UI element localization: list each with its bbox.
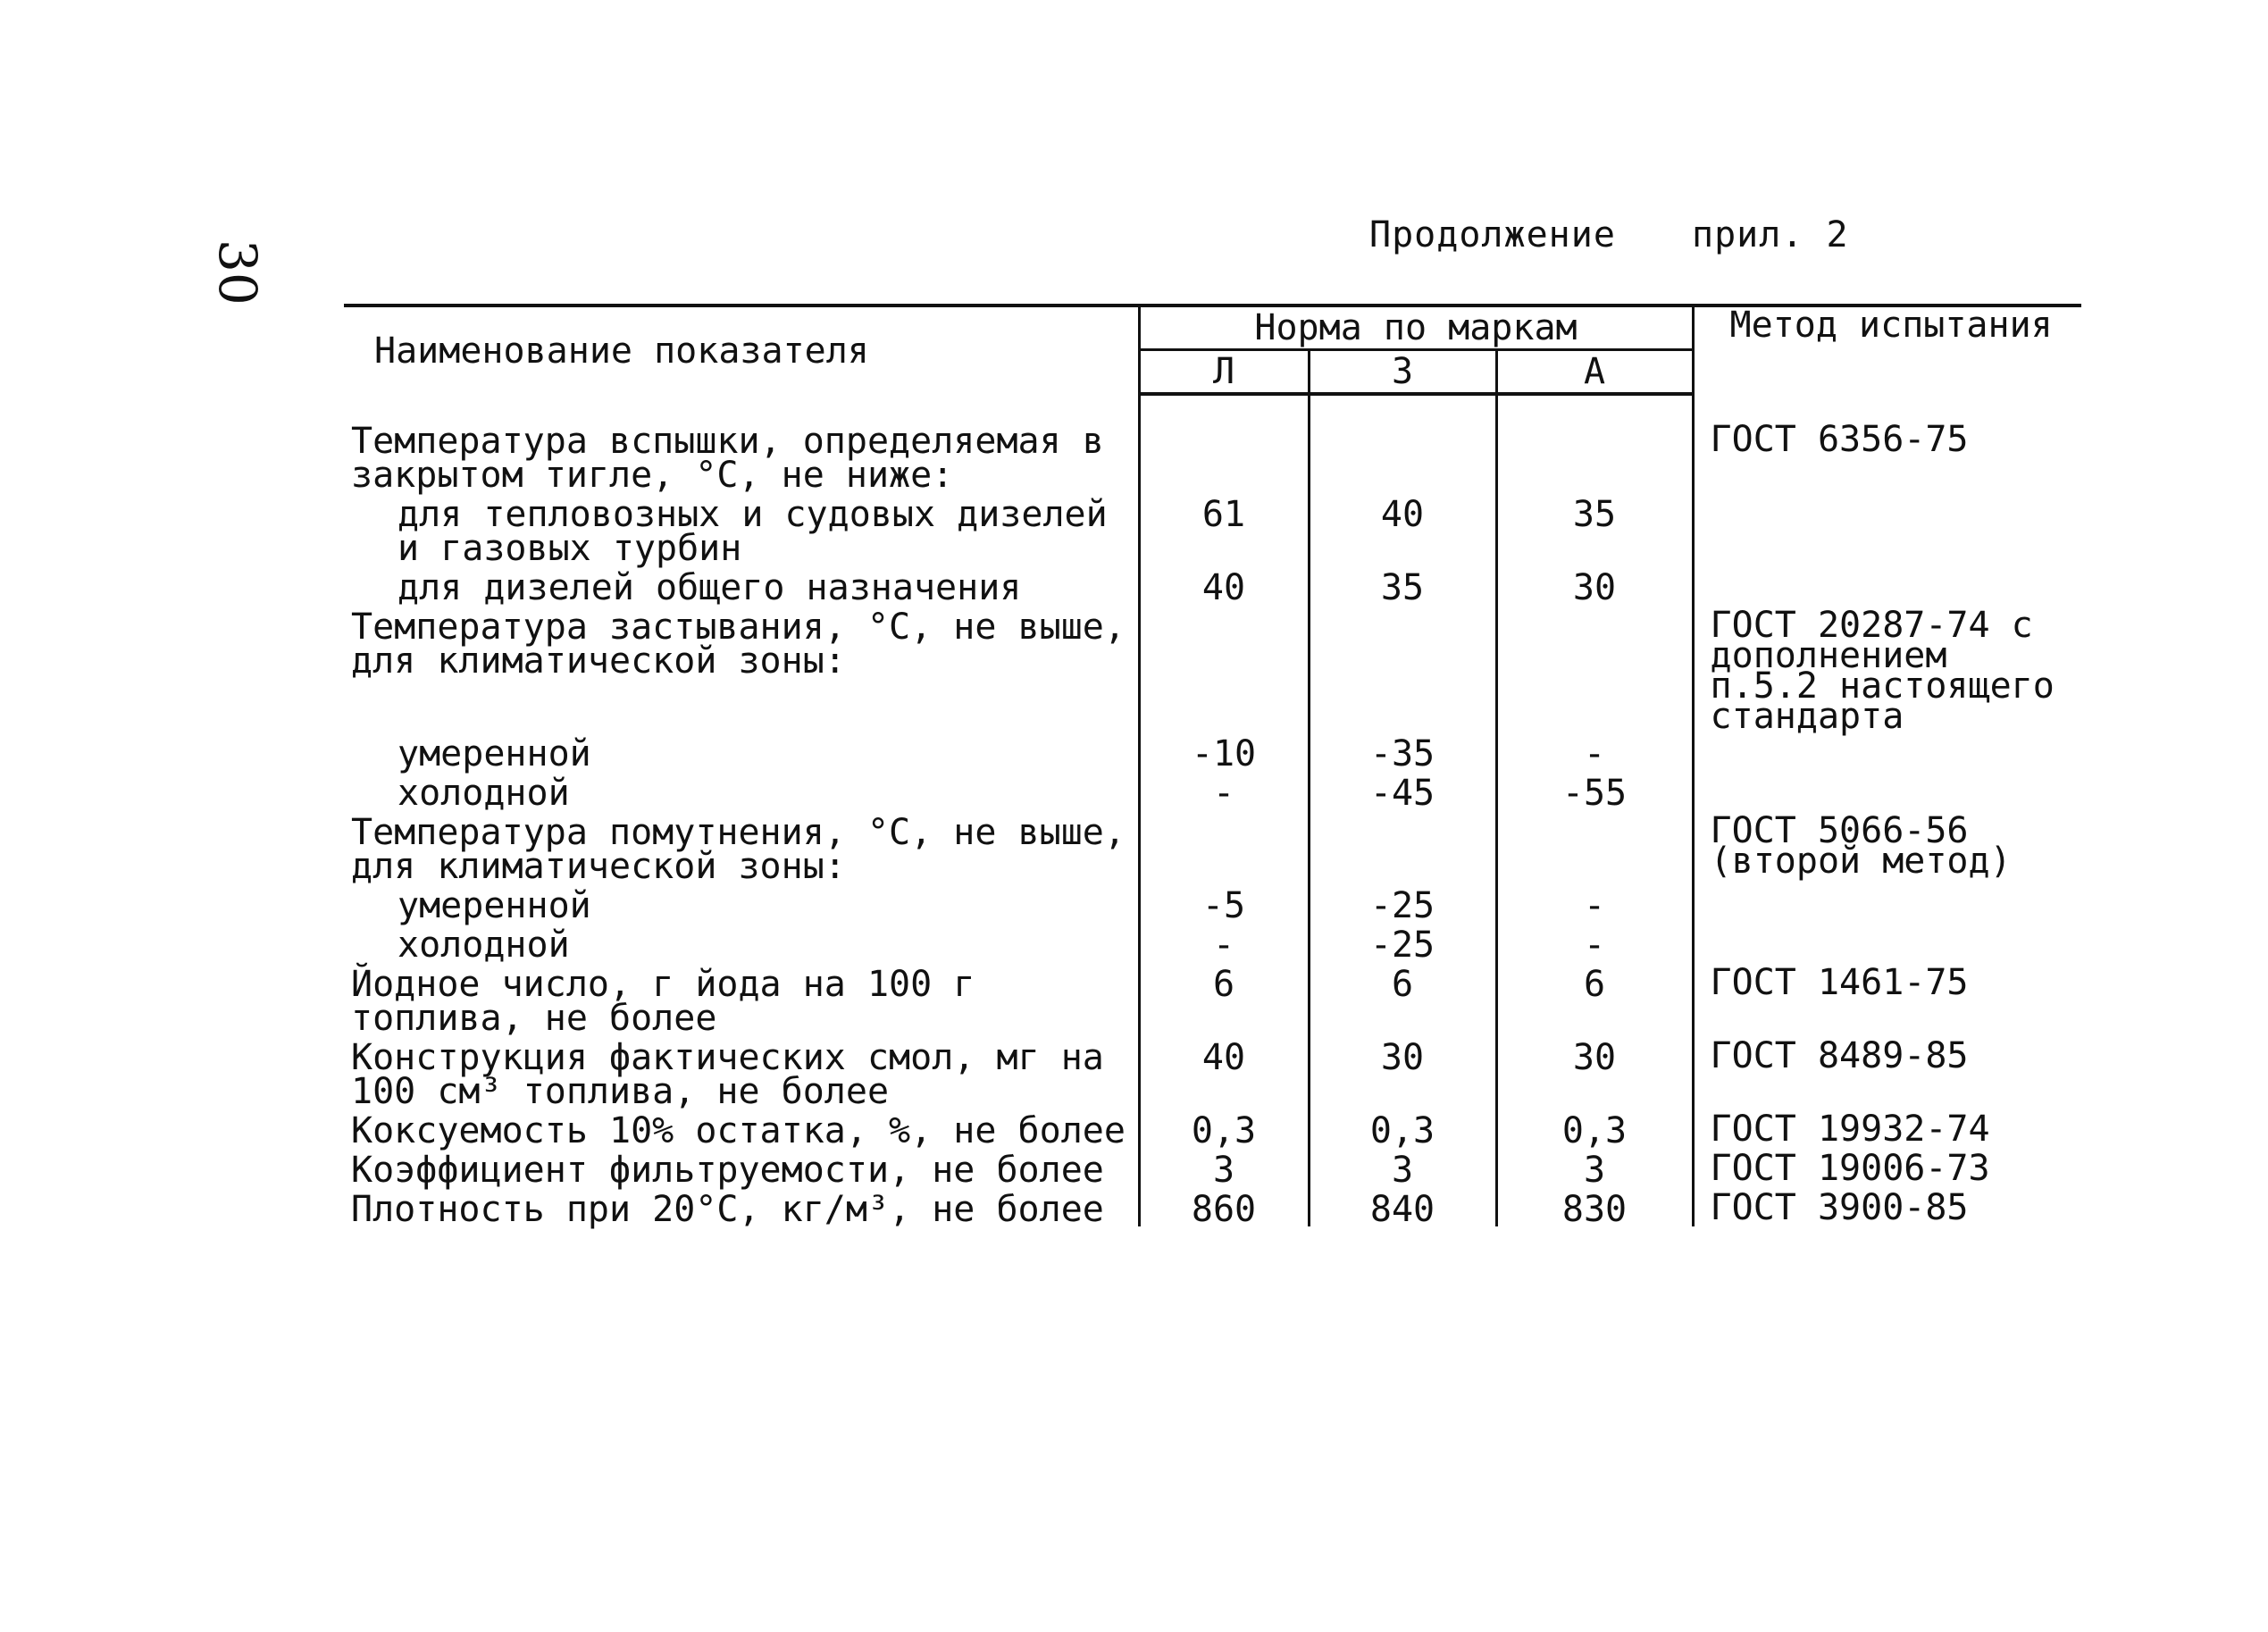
table-row xyxy=(344,565,2081,605)
test-method-cell: ГОСТ 19932-74 xyxy=(1710,1109,1990,1150)
table-header xyxy=(344,305,2081,394)
grade-a-value-cell: 0,3 xyxy=(1496,1109,1693,1148)
test-method-cell xyxy=(1693,923,2081,962)
header-test-method: Метод испытания xyxy=(1693,305,2081,394)
header-grade-l: Л xyxy=(1139,350,1309,395)
test-method-cell: ГОСТ 20287-74 с дополнением п.5.2 настоящего стандарта xyxy=(1710,605,2055,737)
test-method-cell: ГОСТ 5066-56 (второй метод) xyxy=(1710,810,2012,882)
table-row xyxy=(344,1035,2081,1109)
grade-z-value-cell: 3 xyxy=(1309,1148,1496,1187)
grade-l-value-cell: 40 xyxy=(1139,565,1309,605)
grade-l-value-cell: 3 xyxy=(1139,1148,1309,1187)
grade-a-value-cell: - xyxy=(1496,923,1693,962)
table-row xyxy=(344,1148,2081,1187)
grade-z-value-cell: 35 xyxy=(1309,565,1496,605)
grade-z-value-cell xyxy=(1309,605,1496,732)
indicator-name-cell: Коксуемость 10% остатка, %, не более xyxy=(351,1110,1126,1151)
table-row xyxy=(344,394,2081,492)
grade-l-value-cell: -10 xyxy=(1139,732,1309,771)
table-row xyxy=(344,771,2081,810)
indicator-name-cell: холодной xyxy=(398,925,570,966)
indicator-name-cell: умеренной xyxy=(398,733,591,774)
grade-z-value-cell: 0,3 xyxy=(1309,1109,1496,1148)
indicator-name-cell: для дизелей общего назначения xyxy=(398,567,1022,608)
test-method-cell: ГОСТ 19006-73 xyxy=(1710,1148,1990,1189)
test-method-cell: ГОСТ 8489-85 xyxy=(1710,1035,1969,1076)
table-row xyxy=(344,883,2081,923)
header-grade-z: З xyxy=(1309,350,1496,395)
grade-a-value-cell xyxy=(1496,605,1693,732)
header-grade-a: А xyxy=(1496,350,1693,395)
grade-a-value-cell: - xyxy=(1496,883,1693,923)
table-row xyxy=(344,605,2081,732)
indicator-name-cell: Температура вспышки, определяемая в закрытом тигле, °С, не ниже: xyxy=(351,421,1104,496)
table-row xyxy=(344,732,2081,771)
grade-l-value-cell xyxy=(1139,810,1309,883)
table-row xyxy=(344,492,2081,565)
test-method-cell: ГОСТ 3900-85 xyxy=(1710,1187,1969,1228)
indicator-name-cell: Температура помутнения, °С, не выше, для климатической зоны: xyxy=(351,812,1126,887)
grade-a-value-cell: 35 xyxy=(1496,492,1693,565)
table-row xyxy=(344,1187,2081,1226)
grade-l-value-cell: 61 xyxy=(1139,492,1309,565)
page-number: 30 xyxy=(207,239,268,305)
grade-l-value-cell xyxy=(1139,394,1309,492)
grade-a-value-cell xyxy=(1496,810,1693,883)
indicator-name-cell: Плотность при 20°С, кг/м³, не более xyxy=(351,1189,1104,1230)
test-method-cell xyxy=(1693,771,2081,810)
grade-a-value-cell: - xyxy=(1496,732,1693,771)
test-method-cell: ГОСТ 6356-75 xyxy=(1710,419,1969,460)
grade-z-value-cell: 30 xyxy=(1309,1035,1496,1109)
grade-z-value-cell: 40 xyxy=(1309,492,1496,565)
grade-z-value-cell: 6 xyxy=(1309,962,1496,1035)
grade-a-value-cell: 6 xyxy=(1496,962,1693,1035)
header-indicator-name: Наименование показателя xyxy=(344,305,1139,394)
indicator-name-cell: Температура застывания, °С, не выше, для климатической зоны: xyxy=(351,607,1126,682)
test-method-cell xyxy=(1693,565,2081,605)
table-row xyxy=(344,923,2081,962)
continuation-header xyxy=(1369,214,1849,255)
grade-z-value-cell: -25 xyxy=(1309,923,1496,962)
indicator-name-cell: Конструкция фактических смол, мг на 100 см³ топлива, не более xyxy=(351,1037,1104,1112)
indicator-name-cell: умеренной xyxy=(398,885,591,926)
test-method-cell xyxy=(1693,492,2081,565)
indicator-name-cell: Коэффициент фильтруемости, не более xyxy=(351,1150,1104,1191)
indicator-name-cell: Йодное число, г йода на 100 г топлива, не более xyxy=(351,964,975,1039)
grade-a-value-cell: 3 xyxy=(1496,1148,1693,1187)
grade-l-value-cell: - xyxy=(1139,771,1309,810)
grade-a-value-cell xyxy=(1496,394,1693,492)
grade-z-value-cell xyxy=(1309,394,1496,492)
test-method-cell xyxy=(1693,883,2081,923)
grade-z-value-cell: 840 xyxy=(1309,1187,1496,1226)
grade-a-value-cell: 30 xyxy=(1496,1035,1693,1109)
grade-l-value-cell: 6 xyxy=(1139,962,1309,1035)
table-row xyxy=(344,1109,2081,1148)
grade-l-value-cell: 860 xyxy=(1139,1187,1309,1226)
grade-l-value-cell: 40 xyxy=(1139,1035,1309,1109)
appendix-label: прил. 2 xyxy=(1692,214,1849,255)
grade-l-value-cell: 0,3 xyxy=(1139,1109,1309,1148)
grade-a-value-cell: 30 xyxy=(1496,565,1693,605)
grade-z-value-cell: -45 xyxy=(1309,771,1496,810)
specification-table xyxy=(344,304,2081,1230)
grade-a-value-cell: -55 xyxy=(1496,771,1693,810)
table-row xyxy=(344,810,2081,883)
grade-a-value-cell: 830 xyxy=(1496,1187,1693,1226)
grade-l-value-cell xyxy=(1139,605,1309,732)
header-grade-norm: Норма по маркам xyxy=(1139,305,1693,350)
grade-l-value-cell: -5 xyxy=(1139,883,1309,923)
continuation-label: Продолжение xyxy=(1369,214,1616,255)
grade-z-value-cell: -25 xyxy=(1309,883,1496,923)
test-method-cell xyxy=(1693,732,2081,771)
grade-l-value-cell: - xyxy=(1139,923,1309,962)
grade-z-value-cell: -35 xyxy=(1309,732,1496,771)
indicator-name-cell: холодной xyxy=(398,773,570,814)
grade-z-value-cell xyxy=(1309,810,1496,883)
indicator-name-cell: для тепловозных и судовых дизелей и газовых турбин xyxy=(398,494,1108,569)
table-body xyxy=(344,394,2081,1230)
test-method-cell: ГОСТ 1461-75 xyxy=(1710,962,1969,1003)
table-row xyxy=(344,962,2081,1035)
